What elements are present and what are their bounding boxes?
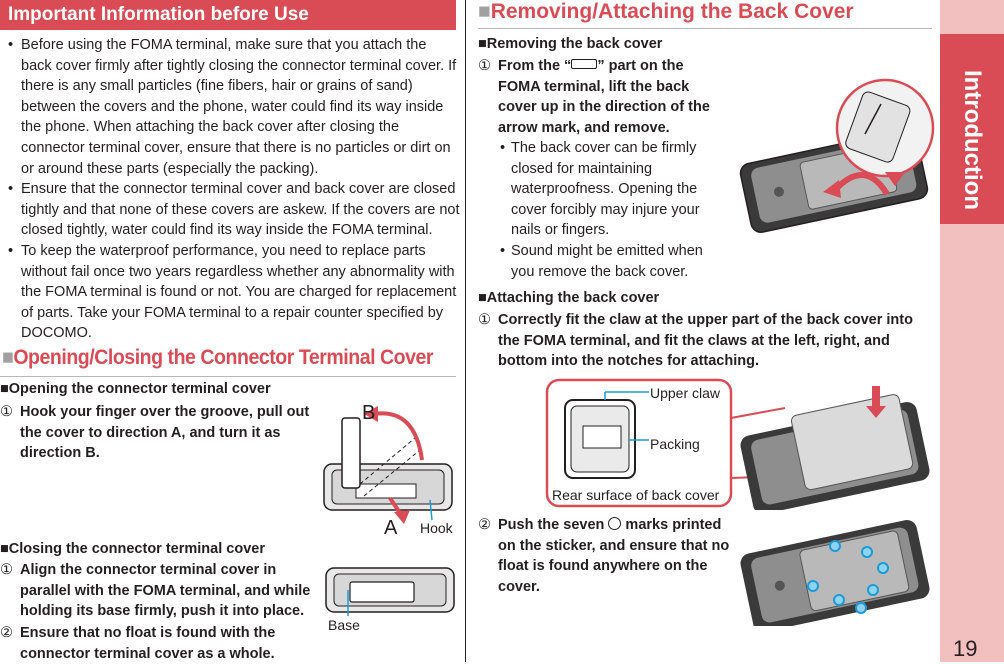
step-text: Hook your finger over the groove, pull out the cover to direction A, and turn it as direction B. <box>20 404 310 461</box>
important-title: Important Information before Use <box>8 4 309 25</box>
step-number: ② <box>478 517 491 533</box>
step-number: ② <box>0 625 13 641</box>
label-a: A <box>384 517 398 539</box>
step-text: Ensure that no float is found with the connector terminal cover as a whole. <box>20 625 276 662</box>
seven-marks-illustration <box>735 516 935 626</box>
step-text: Align the connector terminal cover in parallel with the FOMA terminal, and while holding its base firmly, push it into place. <box>20 562 311 619</box>
label-rear-surface: Rear surface of back cover <box>552 487 720 503</box>
step-number: ① <box>478 312 491 328</box>
label-base: Base <box>328 617 360 633</box>
opening-step-1 <box>0 402 315 464</box>
note-text: The back cover can be firmly closed for maintaining waterproofness. Opening the cover forcibly may injure your nails or fingers. <box>511 140 700 238</box>
step-text: Correctly fit the claw at the upper part of the back cover into the FOMA terminal, and fit the claws at the left, right, and bottom into the notches for attaching. <box>498 312 913 369</box>
back-cover-section-title <box>478 0 854 24</box>
bullet-item: • To keep the waterproof performance, you need to replace parts without fail once two years regardless whether any abnormality with the FOMA terminal is found or not. You are charged for replacement of parts. Take your FOMA terminal to a repair counter specified by DOCOMO. <box>8 241 460 344</box>
back-cover-remove-illustration <box>735 76 935 236</box>
attaching-heading: ■Attaching the back cover <box>478 290 660 306</box>
closing-step-1 <box>0 560 320 622</box>
chapter-tab-label: Introduction <box>959 70 986 210</box>
mark-circle-icon <box>862 547 872 557</box>
mark-circle-icon <box>878 563 888 573</box>
label-hook: Hook <box>420 520 453 536</box>
step-text-suffix: marks printed on the sticker, and ensure that no float is found anywhere on the cover. <box>498 517 730 595</box>
connector-section-title <box>2 346 433 370</box>
step-number: ① <box>478 58 491 74</box>
section-rule <box>478 28 932 29</box>
mark-circle-icon <box>868 585 878 595</box>
back-cover-title-text: Removing/Attaching the Back Cover <box>490 0 854 23</box>
bullet-item: • Before using the FOMA terminal, make sure that you attach the back cover firmly after tightly closing the connector terminal cover. If there is any small particles (fine fibers, hair or grains of sand) between the covers and the phone, water could find its way inside the phone. When attaching the back cover after closing the connector terminal cover, ensure that there is no particles or dirt on or around these parts (especially the packing). <box>8 35 460 179</box>
groove-mark-icon <box>571 59 597 69</box>
step-text-suffix: ” part on the FOMA terminal, lift the back cover up in the direction of the arrow mark, and remove. <box>498 58 710 136</box>
label-upper-claw: Upper claw <box>650 385 721 401</box>
mark-circle-icon <box>808 581 818 591</box>
label-b: B <box>362 402 376 424</box>
important-bullets <box>8 35 460 344</box>
attaching-step-1 <box>478 310 918 372</box>
column-divider <box>465 0 466 662</box>
bullet-item: • Ensure that the connector terminal cover and back cover are closed tightly and that none of these covers are askew. If the covers are not closed tightly, water could find its way inside the FOMA terminal. <box>8 179 460 241</box>
closing-step-2 <box>0 623 320 664</box>
step-text-prefix: From the “ <box>498 58 572 74</box>
section-square-icon: ■ <box>2 346 14 369</box>
removing-note-1: • The back cover can be firmly closed for maintaining waterproofness. Opening the cover forcibly may injure your nails or fingers. <box>500 138 712 241</box>
mark-circle-icon <box>830 541 840 551</box>
step-number: ① <box>0 404 13 420</box>
connector-closed-illustration <box>322 560 458 620</box>
attaching-step-2 <box>478 515 740 597</box>
circle-mark-icon <box>608 517 621 530</box>
mark-circle-icon <box>856 603 866 613</box>
label-packing: Packing <box>650 436 700 452</box>
connector-title-text: Opening/Closing the Connector Terminal Cover <box>13 346 434 369</box>
mark-circle-icon <box>834 595 844 605</box>
removing-note-2: • Sound might be emitted when you remove the back cover. <box>500 241 712 282</box>
step-text-prefix: Push the seven <box>498 517 609 533</box>
section-square-icon: ■ <box>478 0 491 23</box>
step-number: ① <box>0 562 13 578</box>
removing-step-1 <box>478 56 720 138</box>
section-rule <box>0 376 456 377</box>
removing-heading: ■Removing the back cover <box>478 36 663 52</box>
page-number: 19 <box>953 636 978 661</box>
note-text: Sound might be emitted when you remove the back cover. <box>511 243 703 280</box>
closing-heading: ■Closing the connector terminal cover <box>0 541 265 557</box>
opening-heading: ■Opening the connector terminal cover <box>0 381 271 397</box>
